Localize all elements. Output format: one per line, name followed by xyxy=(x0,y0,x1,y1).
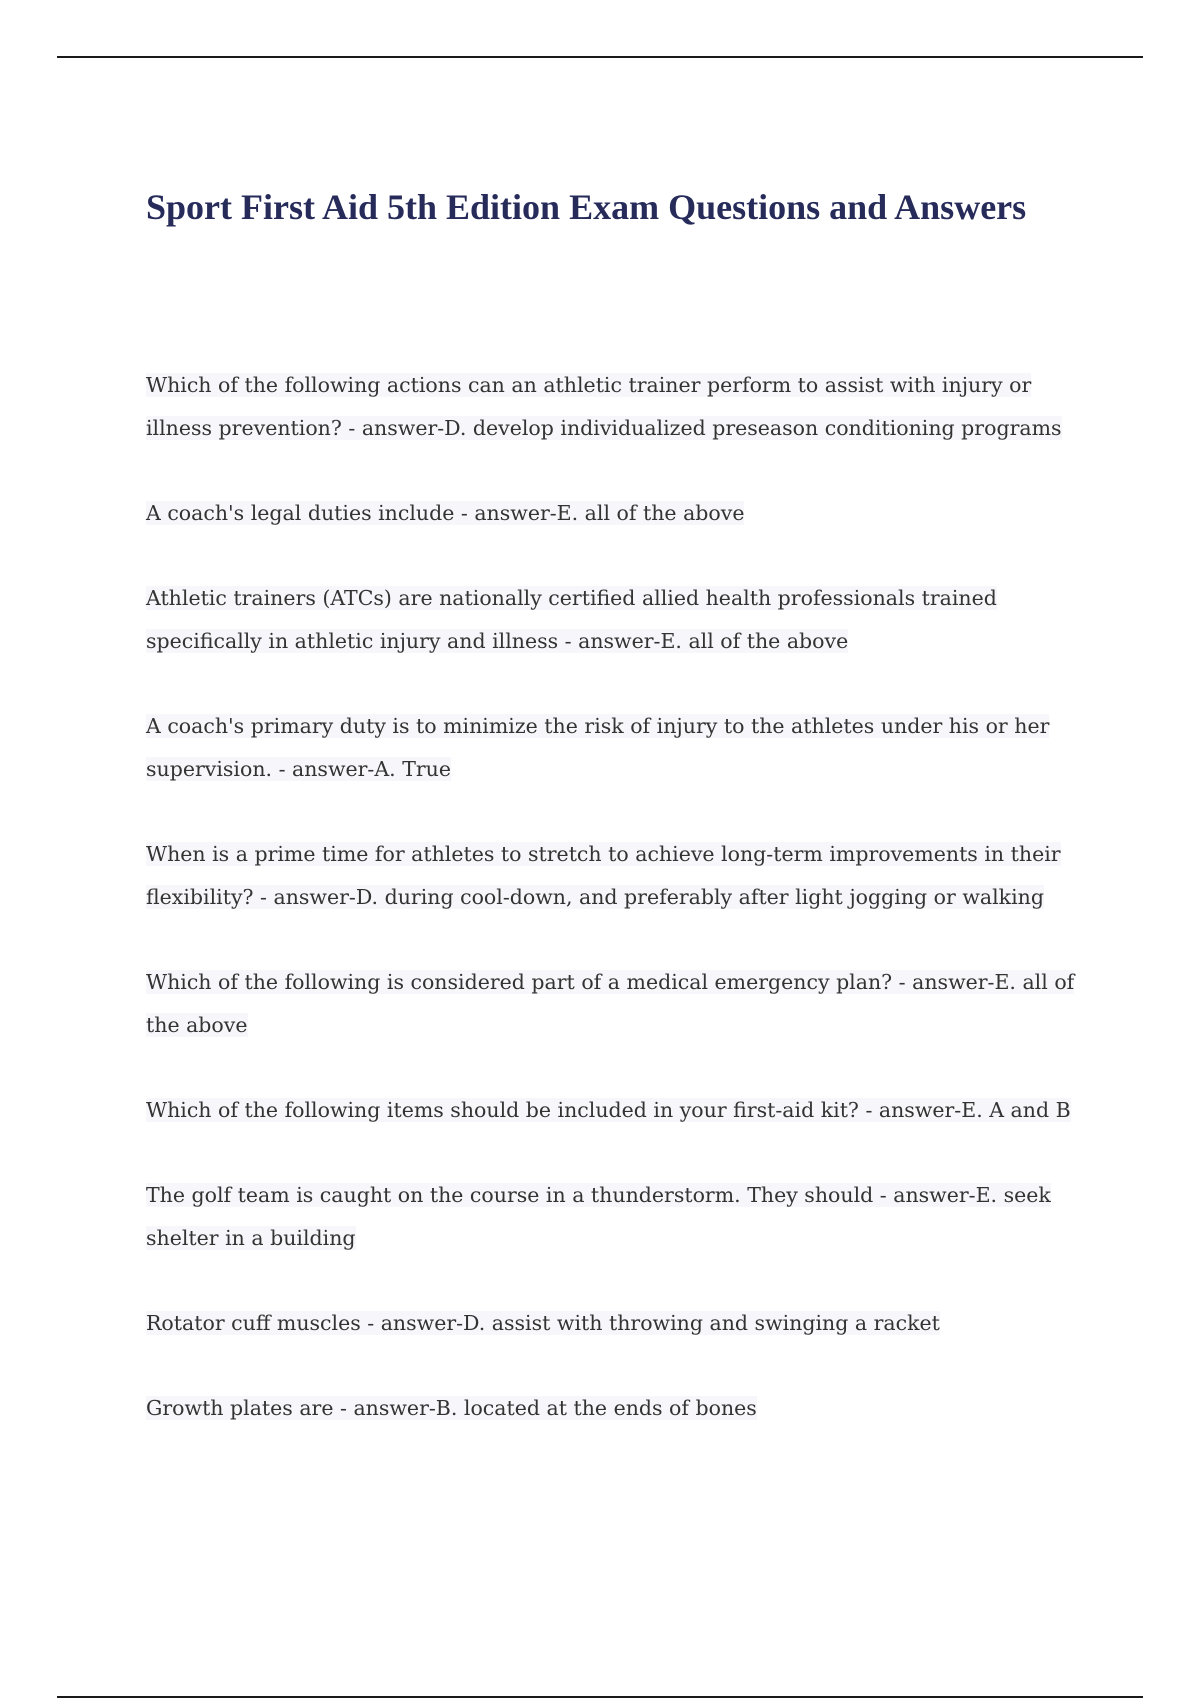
qa-text: Which of the following items should be included in your first-aid kit? - answer-E. A and B xyxy=(146,1098,1071,1122)
qa-list xyxy=(146,364,1086,1472)
qa-text: Which of the following is considered part of a medical emergency plan? - answer-E. all of the above xyxy=(146,970,1075,1037)
qa-text: A coach's legal duties include - answer-E. all of the above xyxy=(146,501,745,525)
document-title: Sport First Aid 5th Edition Exam Questions and Answers xyxy=(146,187,1027,227)
qa-text: Rotator cuff muscles - answer-D. assist with throwing and swinging a racket xyxy=(146,1311,940,1335)
qa-text: Which of the following actions can an athletic trainer perform to assist with injury or illness prevention? - answer-D. develop individualized preseason conditioning programs xyxy=(146,373,1062,440)
qa-text: The golf team is caught on the course in a thunderstorm. They should - answer-E. seek shelter in a building xyxy=(146,1183,1051,1250)
qa-text: Growth plates are - answer-B. located at the ends of bones xyxy=(146,1396,757,1420)
top-rule xyxy=(57,56,1143,58)
qa-item xyxy=(146,1089,1086,1132)
qa-item xyxy=(146,1387,1086,1430)
qa-item xyxy=(146,833,1086,919)
qa-item xyxy=(146,1174,1086,1260)
bottom-rule xyxy=(57,1696,1143,1698)
qa-item xyxy=(146,577,1086,663)
qa-item xyxy=(146,705,1086,791)
qa-item xyxy=(146,1302,1086,1345)
qa-text: Athletic trainers (ATCs) are nationally certified allied health professionals trained specifically in athletic injury and illness - answer-E. all of the above xyxy=(146,586,997,653)
qa-text: A coach's primary duty is to minimize the risk of injury to the athletes under his or her supervision. - answer-A. True xyxy=(146,714,1050,781)
qa-item xyxy=(146,492,1086,535)
qa-item xyxy=(146,364,1086,450)
qa-item xyxy=(146,961,1086,1047)
qa-text: When is a prime time for athletes to stretch to achieve long-term improvements in their flexibility? - answer-D. during cool-down, and preferably after light jogging or walking xyxy=(146,842,1061,909)
